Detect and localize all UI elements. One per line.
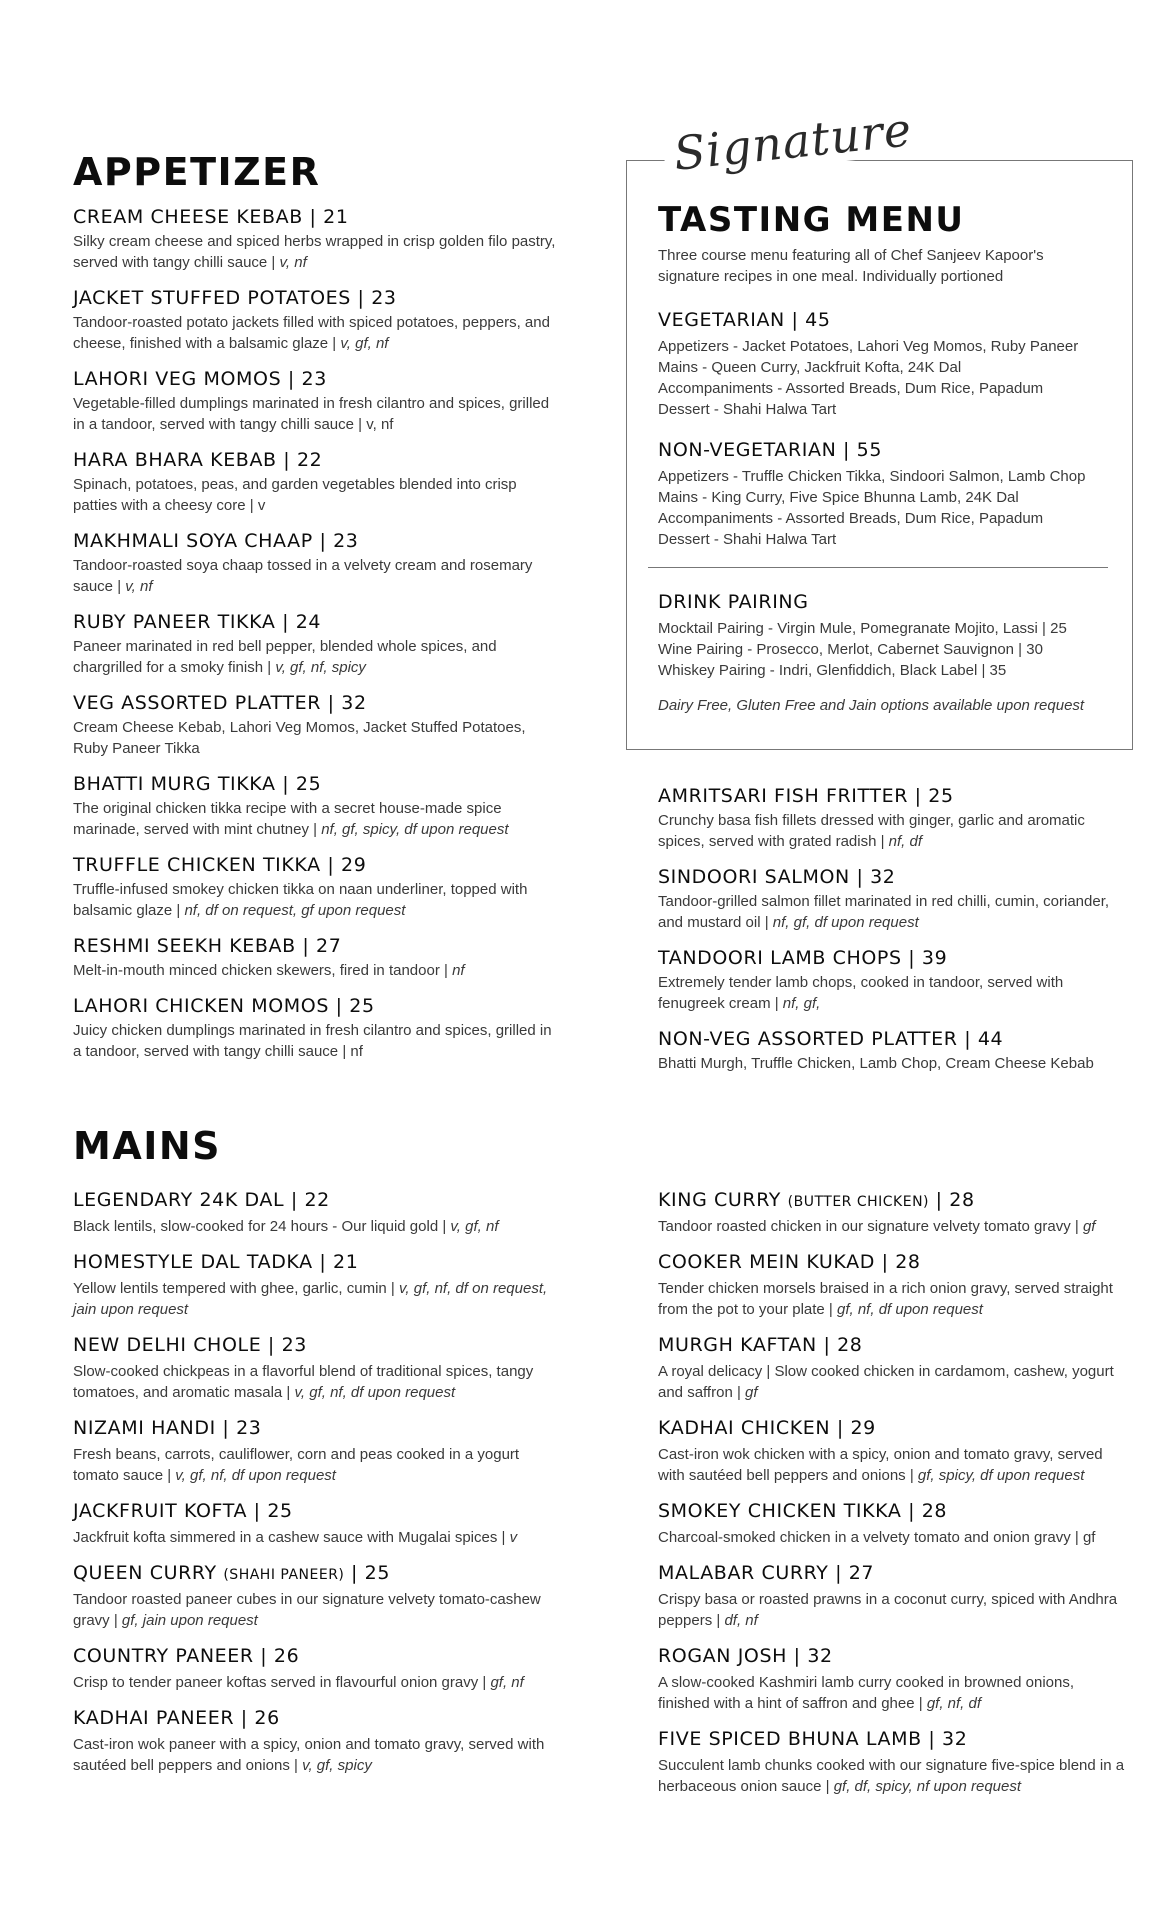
item-name: TANDOORI LAMB CHOPS | 39 [658,947,948,969]
item-description: Paneer marinated in red bell pepper, blended whole spices, and chargrilled for a smoky finish | v, gf, nf, spicy [73,638,497,676]
item-name: MURGH KAFTAN | 28 [658,1334,863,1356]
drink-pairing [658,590,1108,681]
tier-line: Mains - King Curry, Five Spice Bhunna Lamb, 24K Dal [658,489,1019,506]
menu-item [73,610,558,678]
item-description: Silky cream cheese and spiced herbs wrapped in crisp golden filo pastry, served with tangy chilli sauce | v, nf [73,233,556,271]
menu-item [73,1706,558,1776]
tasting-vegetarian [658,308,1108,420]
item-description: Vegetable-filled dumplings marinated in fresh cilantro and spices, grilled in a tandoor, served with tangy chilli sauce | v, nf [73,395,550,433]
tier-line: Appetizers - Jacket Potatoes, Lahori Veg Momos, Ruby Paneer [658,338,1079,355]
item-name: VEG ASSORTED PLATTER | 32 [73,692,367,714]
item-name: KADHAI PANEER | 26 [73,1707,280,1729]
tasting-intro: Three course menu featuring all of Chef Sanjeev Kapoor's signature recipes in one meal. Individually portioned [658,247,1044,285]
item-name: KADHAI CHICKEN | 29 [658,1417,876,1439]
item-description: Fresh beans, carrots, cauliflower, corn and peas cooked in a yogurt tomato sauce | v, gf, nf, df upon request [73,1446,520,1484]
item-name: JACKET STUFFED POTATOES | 23 [73,287,397,309]
menu-item [658,1027,1128,1074]
item-description: Tandoor roasted paneer cubes in our signature velvety tomato-cashew gravy | gf, jain upon request [73,1591,541,1629]
item-name: NEW DELHI CHOLE | 23 [73,1334,307,1356]
item-name: COOKER MEIN KUKAD | 28 [658,1251,921,1273]
item-name: LAHORI VEG MOMOS | 23 [73,368,327,390]
item-description: A royal delicacy | Slow cooked chicken in cardamom, cashew, yogurt and saffron | gf [658,1363,1114,1401]
item-description: Crunchy basa fish fillets dressed with ginger, garlic and aromatic spices, served with grated radish | nf, df [658,812,1085,850]
item-description: Crispy basa or roasted prawns in a coconut curry, spiced with Andhra peppers | df, nf [658,1591,1118,1629]
signature-script: Signature [661,103,924,180]
item-name: AMRITSARI FISH FRITTER | 25 [658,785,954,807]
menu-item [73,691,558,759]
menu-item [73,367,558,435]
menu-item [73,1499,558,1548]
item-name: HOMESTYLE DAL TADKA | 21 [73,1251,359,1273]
item-description: Truffle-infused smokey chicken tikka on naan underliner, topped with balsamic glaze | nf, df on request, gf upon request [73,881,528,919]
item-description: Bhatti Murgh, Truffle Chicken, Lamb Chop, Cream Cheese Kebab [658,1055,1094,1072]
item-name: MALABAR CURRY | 27 [658,1562,875,1584]
item-name: CREAM CHEESE KEBAB | 21 [73,206,349,228]
item-name: TRUFFLE CHICKEN TIKKA | 29 [73,854,367,876]
menu-item [658,865,1128,933]
tier-line: Dessert - Shahi Halwa Tart [658,531,837,548]
tier-name: DRINK PAIRING [658,591,809,613]
menu-item [73,1333,558,1403]
item-description: The original chicken tikka recipe with a secret house-made spice marinade, served with mint chutney | nf, gf, spicy, df upon request [73,800,509,838]
menu-item [73,1416,558,1486]
item-description: Melt-in-mouth minced chicken skewers, fired in tandoor | nf [73,962,465,979]
menu-item [73,994,558,1062]
tier-line: Appetizers - Truffle Chicken Tikka, Sindoori Salmon, Lamb Chop [658,468,1086,485]
tier-line: Dessert - Shahi Halwa Tart [658,401,837,418]
mains-heading: MAINS [73,1124,222,1168]
item-name: FIVE SPICED BHUNA LAMB | 32 [658,1728,968,1750]
menu-item [658,784,1128,852]
item-description: Yellow lentils tempered with ghee, garlic, cumin | v, gf, nf, df on request, jain upon request [73,1280,548,1318]
item-name: SINDOORI SALMON | 32 [658,866,896,888]
menu-item [658,1416,1128,1486]
item-description: Crisp to tender paneer koftas served in flavourful onion gravy | gf, nf [73,1674,524,1691]
tasting-non-vegetarian [658,438,1108,550]
tier-line: Accompaniments - Assorted Breads, Dum Rice, Papadum [658,380,1044,397]
item-description: Tandoor-roasted potato jackets filled with spiced potatoes, peppers, and cheese, finished with a balsamic glaze | v, gf, nf [73,314,550,352]
menu-item [73,853,558,921]
tier-line: Mocktail Pairing - Virgin Mule, Pomegranate Mojito, Lassi | 25 [658,620,1067,637]
item-name: SMOKEY CHICKEN TIKKA | 28 [658,1500,948,1522]
menu-item [73,286,558,354]
item-description: Tandoor roasted chicken in our signature velvety tomato gravy | gf [658,1218,1096,1235]
item-name: LAHORI CHICKEN MOMOS | 25 [73,995,375,1017]
menu-item [73,1188,558,1237]
menu-item [658,946,1128,1014]
menu-item [658,1561,1128,1631]
item-description: Charcoal-smoked chicken in a velvety tomato and onion gravy | gf [658,1529,1096,1546]
tasting-divider [648,567,1108,568]
item-description: Black lentils, slow-cooked for 24 hours - Our liquid gold | v, gf, nf [73,1218,499,1235]
tier-line: Accompaniments - Assorted Breads, Dum Rice, Papadum [658,510,1044,527]
menu-item [73,1250,558,1320]
menu-item [73,448,558,516]
item-name: KING CURRY (BUTTER CHICKEN) | 28 [658,1189,975,1211]
tasting-menu-title: TASTING MENU [658,200,965,240]
menu-item [73,772,558,840]
menu-item [73,1644,558,1693]
item-description: Cast-iron wok paneer with a spicy, onion and tomato gravy, served with sautéed bell peppers and onions | v, gf, spicy [73,1736,545,1774]
tier-name: NON-VEGETARIAN | 55 [658,439,883,461]
menu-item [658,1644,1128,1714]
tier-name: VEGETARIAN | 45 [658,309,831,331]
nonveg-appetizer-list [658,784,1128,1087]
item-name: RUBY PANEER TIKKA | 24 [73,611,322,633]
menu-item [658,1250,1128,1320]
item-name: JACKFRUIT KOFTA | 25 [73,1500,293,1522]
item-description: Jackfruit kofta simmered in a cashew sauce with Mugalai spices | v [73,1529,518,1546]
tier-line: Whiskey Pairing - Indri, Glenfiddich, Black Label | 35 [658,662,1007,679]
item-description: Tandoor-grilled salmon fillet marinated in red chilli, cumin, coriander, and mustard oil | nf, gf, df upon request [658,893,1110,931]
menu-item [73,1561,558,1631]
item-name: NIZAMI HANDI | 23 [73,1417,262,1439]
item-name: COUNTRY PANEER | 26 [73,1645,300,1667]
tier-line: Mains - Queen Curry, Jackfruit Kofta, 24K Dal [658,359,962,376]
appetizer-heading: APPETIZER [73,150,321,194]
item-description: Tender chicken morsels braised in a rich onion gravy, served straight from the pot to your plate | gf, nf, df upon request [658,1280,1113,1318]
item-description: Slow-cooked chickpeas in a flavorful blend of traditional spices, tangy tomatoes, and aromatic masala | v, gf, nf, df upon request [73,1363,534,1401]
item-name: ROGAN JOSH | 32 [658,1645,833,1667]
menu-item [73,205,558,273]
item-name: QUEEN CURRY (SHAHI PANEER) | 25 [73,1562,391,1584]
item-description: Tandoor-roasted soya chaap tossed in a velvety cream and rosemary sauce | v, nf [73,557,533,595]
item-description: Cream Cheese Kebab, Lahori Veg Momos, Jacket Stuffed Potatoes, Ruby Paneer Tikka [73,719,526,757]
item-name: RESHMI SEEKH KEBAB | 27 [73,935,342,957]
item-description: Succulent lamb chunks cooked with our signature five-spice blend in a herbaceous onion sauce | gf, df, spicy, nf upon request [658,1757,1125,1795]
menu-item [658,1188,1128,1237]
item-description: Extremely tender lamb chops, cooked in tandoor, served with fenugreek cream | nf, gf, [658,974,1064,1012]
menu-item [73,934,558,981]
item-name: MAKHMALI SOYA CHAAP | 23 [73,530,359,552]
appetizer-list [73,205,558,1075]
menu-item [658,1333,1128,1403]
item-name: BHATTI MURG TIKKA | 25 [73,773,322,795]
menu-item [73,529,558,597]
menu-item [658,1727,1128,1797]
mains-left-list [73,1188,558,1789]
menu-item [658,1499,1128,1548]
item-description: Juicy chicken dumplings marinated in fresh cilantro and spices, grilled in a tandoor, served with tangy chilli sauce | nf [73,1022,552,1060]
dietary-note: Dairy Free, Gluten Free and Jain options available upon request [658,697,1085,714]
mains-right-list [658,1188,1128,1810]
item-name: NON-VEG ASSORTED PLATTER | 44 [658,1028,1004,1050]
item-name: HARA BHARA KEBAB | 22 [73,449,323,471]
item-description: A slow-cooked Kashmiri lamb curry cooked in browned onions, finished with a hint of saffron and ghee | gf, nf, df [658,1674,1075,1712]
item-description: Spinach, potatoes, peas, and garden vegetables blended into crisp patties with a cheesy core | v [73,476,517,514]
item-name: LEGENDARY 24K DAL | 22 [73,1189,330,1211]
item-description: Cast-iron wok chicken with a spicy, onion and tomato gravy, served with sautéed bell peppers and onions | gf, spicy, df upon request [658,1446,1103,1484]
tier-line: Wine Pairing - Prosecco, Merlot, Cabernet Sauvignon | 30 [658,641,1043,658]
